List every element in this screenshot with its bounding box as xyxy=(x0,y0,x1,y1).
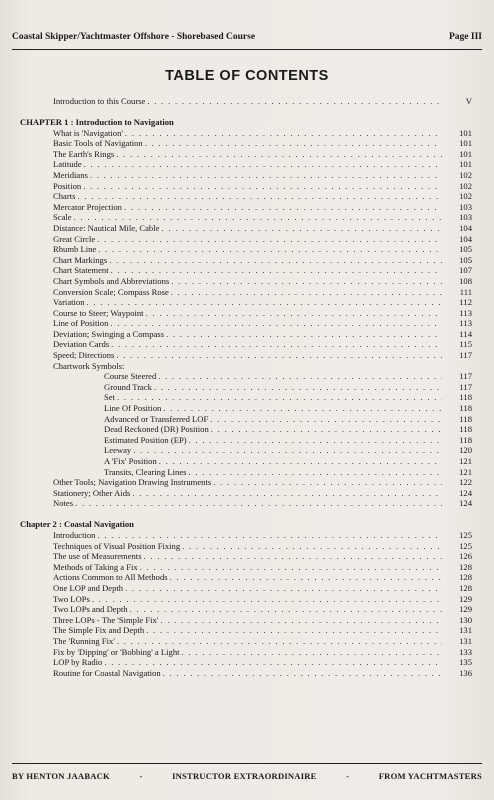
dot-leader xyxy=(166,329,442,340)
toc-entry-label: Two LOPs xyxy=(53,593,90,604)
toc-entry xyxy=(20,297,472,308)
toc-entry-page: 103 xyxy=(459,201,472,212)
toc-entry xyxy=(20,339,472,350)
toc-entry xyxy=(20,403,472,414)
toc-entry-label: Leeway xyxy=(104,445,132,456)
dot-leader xyxy=(116,149,442,160)
dot-leader xyxy=(125,583,442,594)
toc-entry-label: Meridians xyxy=(53,169,88,180)
dot-leader xyxy=(125,128,442,139)
dot-leader xyxy=(130,604,442,615)
page-footer xyxy=(12,771,482,781)
toc-entry xyxy=(20,467,472,478)
toc-entry-page: 111 xyxy=(459,286,472,297)
chapter-1-heading xyxy=(20,117,472,128)
toc-entry-page: 117 xyxy=(459,350,472,361)
dot-leader xyxy=(147,96,442,107)
header-rule xyxy=(12,49,482,50)
spacer xyxy=(20,107,472,117)
toc-entry-page: 131 xyxy=(459,625,472,636)
toc-entry-label: Introduction xyxy=(53,529,96,540)
toc-entry-label: Mercator Projection xyxy=(53,201,122,212)
toc-entry-page: 117 xyxy=(459,381,472,392)
toc-entry-page: 118 xyxy=(459,392,472,403)
page-title: TABLE OF CONTENTS xyxy=(165,68,329,84)
toc-entry-label: Estimated Position (EP) xyxy=(104,434,187,445)
toc-entry-page: 135 xyxy=(459,657,472,668)
dot-leader xyxy=(83,181,442,192)
toc-entry-label: Great Circle xyxy=(53,233,96,244)
toc-entry-label: Introduction to this Course xyxy=(53,96,146,106)
dot-leader xyxy=(110,318,442,329)
toc-entry-label: LOP by Radio xyxy=(53,657,103,668)
toc-entry xyxy=(20,594,472,605)
dot-leader xyxy=(97,530,442,541)
toc-entry xyxy=(20,191,472,202)
toc-entry-label: Two LOPs and Depth xyxy=(53,604,128,615)
dot-leader xyxy=(75,498,442,509)
toc-entry-label: Deviation Cards xyxy=(53,339,110,350)
toc-entry-page: 104 xyxy=(459,233,472,244)
toc-entry-label: Scale xyxy=(53,212,72,223)
toc-entry-label: Chart Symbols and Abbreviations xyxy=(53,275,170,286)
toc-entry-page: 122 xyxy=(459,477,472,488)
toc-entry xyxy=(20,382,472,393)
toc-entry xyxy=(20,636,472,647)
toc-entry-page: 105 xyxy=(459,254,472,265)
toc-entry-page: 128 xyxy=(459,582,472,593)
dot-leader xyxy=(146,625,442,636)
toc-entry xyxy=(20,371,472,382)
toc-entry-label: Line Of Position xyxy=(104,403,162,414)
dot-leader xyxy=(104,657,442,668)
footer-tagline: INSTRUCTOR EXTRAORDINAIRE xyxy=(172,771,317,781)
toc-entry-page: 117 xyxy=(459,371,472,382)
dot-leader xyxy=(182,541,442,552)
dot-leader xyxy=(132,488,442,499)
toc-entry xyxy=(20,181,472,192)
toc-entry xyxy=(20,318,472,329)
dot-leader xyxy=(87,297,443,308)
toc-entry-page: 126 xyxy=(459,551,472,562)
toc-entry-page: 101 xyxy=(459,148,472,159)
toc-entry-page: 121 xyxy=(459,456,472,466)
dot-leader xyxy=(92,594,442,605)
toc-entry-page: 113 xyxy=(459,318,472,329)
toc-entry xyxy=(20,477,472,488)
dot-leader xyxy=(154,382,442,393)
toc-entry-label: Variation xyxy=(53,297,85,308)
toc-entry-page: 104 xyxy=(459,222,472,233)
toc-entry xyxy=(20,223,472,234)
dot-leader xyxy=(160,615,442,626)
toc-entry-label: Actions Common to All Methods xyxy=(53,572,168,583)
dot-leader xyxy=(117,636,442,647)
toc-entry-label: The Simple Fix and Depth xyxy=(53,625,145,636)
toc-entry-page: 118 xyxy=(459,413,472,424)
dot-leader xyxy=(145,138,442,149)
footer-source: FROM YACHTMASTERS xyxy=(378,771,482,781)
toc-entry xyxy=(20,244,472,255)
toc-entry-label: Position xyxy=(53,180,82,191)
toc-entry-page: 102 xyxy=(459,180,472,191)
dot-leader xyxy=(158,371,442,382)
toc-entry xyxy=(20,350,472,361)
toc-entry-page: 108 xyxy=(459,275,472,286)
toc-entry xyxy=(20,414,472,425)
toc-entry-label: Notes xyxy=(53,498,74,509)
toc-entry xyxy=(20,308,472,319)
chapter-heading-text: Chapter 2 : Coastal Navigation xyxy=(20,518,134,529)
dot-leader xyxy=(170,572,442,583)
toc-entry-label: Speed; Directions xyxy=(53,350,115,361)
toc-entry-page: 112 xyxy=(459,297,472,308)
toc-entry-label: Charts xyxy=(53,191,76,202)
toc-entry-page: 125 xyxy=(459,529,472,540)
toc-entry-label: Chart Markings xyxy=(53,254,108,265)
toc-entry xyxy=(20,551,472,562)
dot-leader xyxy=(117,392,442,403)
dot-leader xyxy=(163,403,442,414)
toc-entry-page: 124 xyxy=(459,487,472,498)
footer-rule xyxy=(12,763,482,764)
toc-entry-page: V xyxy=(465,96,472,106)
toc-entry xyxy=(20,604,472,615)
toc-entry-page: 120 xyxy=(459,445,472,456)
toc-entry-label: What is 'Navigation' xyxy=(53,127,123,138)
toc-entry-page: 128 xyxy=(459,561,472,572)
dot-leader xyxy=(98,244,442,255)
toc-entry-page: 113 xyxy=(459,307,472,318)
toc-entry xyxy=(20,541,472,552)
toc-entry xyxy=(20,647,472,658)
dot-leader xyxy=(111,339,442,350)
toc-entry xyxy=(20,615,472,626)
dot-leader xyxy=(171,287,442,298)
toc-entry xyxy=(20,530,472,541)
chartwork-heading xyxy=(20,361,472,372)
toc-entry-label: Set xyxy=(104,392,115,403)
dot-leader xyxy=(133,445,442,456)
toc-entry-page: 130 xyxy=(459,614,472,625)
dot-leader xyxy=(77,191,442,202)
toc-entry-page: 102 xyxy=(459,191,472,202)
toc-entry-label: The use of Measurements xyxy=(53,551,142,562)
toc-entry-page: 131 xyxy=(459,635,472,646)
toc-entry xyxy=(20,170,472,181)
toc-entry xyxy=(20,583,472,594)
toc-entry-label: Advanced or Transferred LOF xyxy=(104,413,209,424)
toc-entry-label: Ground Track xyxy=(104,381,152,392)
dot-leader xyxy=(97,234,442,245)
toc-entry-page: 136 xyxy=(459,667,472,678)
chapter-1-entries xyxy=(20,128,472,361)
toc-entry xyxy=(20,329,472,340)
dot-leader xyxy=(74,212,442,223)
toc-entry-page: 125 xyxy=(459,540,472,551)
toc-entry-label: The Earth's Rings xyxy=(53,148,115,159)
chartwork-entries xyxy=(20,371,472,477)
footer-separator: - xyxy=(139,771,143,781)
toc-entry-page: 121 xyxy=(459,466,472,477)
toc-entry xyxy=(20,138,472,149)
toc-entry-label: Line of Position xyxy=(53,318,109,329)
dot-leader xyxy=(84,159,442,170)
dot-leader xyxy=(182,647,442,658)
toc-entry xyxy=(20,498,472,509)
toc-entry xyxy=(20,265,472,276)
dot-leader xyxy=(189,467,442,478)
dot-leader xyxy=(111,265,442,276)
toc-entry xyxy=(20,488,472,499)
dot-leader xyxy=(116,350,442,361)
toc-entry-label: One LOP and Depth xyxy=(53,582,124,593)
toc-content xyxy=(20,96,472,678)
toc-entry xyxy=(20,445,472,456)
toc-entry-page: 129 xyxy=(459,593,472,604)
toc-entry xyxy=(20,149,472,160)
toc-entry-page: 101 xyxy=(459,138,472,149)
toc-entry-label: Fix by 'Dipping' or 'Bobbing' a Light xyxy=(53,646,180,657)
toc-entry-page: 118 xyxy=(459,424,472,435)
toc-entry-label: Latitude xyxy=(53,159,82,170)
toc-entry xyxy=(20,456,472,467)
toc-entry-label: Three LOPs - The 'Simple Fix' xyxy=(53,614,159,625)
toc-entry-label: Techniques of Visual Position Fixing xyxy=(53,540,181,551)
footer-separator: - xyxy=(346,771,350,781)
toc-entry xyxy=(20,202,472,213)
chapter-heading-text: CHAPTER 1 : Introduction to Navigation xyxy=(20,116,174,127)
dot-leader xyxy=(90,170,442,181)
toc-entry-label: Deviation; Swinging a Compass xyxy=(53,328,164,339)
toc-entry xyxy=(20,572,472,583)
toc-entry xyxy=(20,392,472,403)
dot-leader xyxy=(146,308,442,319)
toc-entry xyxy=(20,424,472,435)
dot-leader xyxy=(213,477,442,488)
dot-leader xyxy=(144,551,442,562)
toc-entry-label: Transits, Clearing Lines xyxy=(104,466,187,477)
toc-entry-label: Rhumb Line xyxy=(53,244,97,255)
toc-entry-intro xyxy=(20,96,472,107)
chapter-1-tail-entries xyxy=(20,477,472,509)
toc-entry-page: 107 xyxy=(459,265,472,276)
toc-entry xyxy=(20,234,472,245)
toc-entry xyxy=(20,128,472,139)
toc-entry-page: 118 xyxy=(459,403,472,414)
dot-leader xyxy=(210,414,442,425)
toc-entry-page: 101 xyxy=(459,127,472,138)
dot-leader xyxy=(171,276,442,287)
page-number-label: Page III xyxy=(449,32,482,42)
toc-entry-page: 133 xyxy=(459,646,472,657)
toc-entry-label: A 'Fix' Position xyxy=(104,456,157,466)
toc-entry xyxy=(20,668,472,679)
toc-entry-label: Distance: Nautical Mile, Cable xyxy=(53,222,160,233)
toc-entry-label: Dead Reckoned (DR) Position xyxy=(104,424,209,435)
toc-entry xyxy=(20,287,472,298)
toc-entry-page: 128 xyxy=(459,572,472,583)
footer-author: BY HENTON JAABACK xyxy=(12,771,110,781)
toc-entry-label: Basic Tools of Navigation xyxy=(53,138,143,149)
toc-entry-page: 103 xyxy=(459,212,472,223)
dot-leader xyxy=(163,668,442,679)
dot-leader xyxy=(211,424,442,435)
toc-entry-label: Course to Steer; Waypoint xyxy=(53,307,144,318)
toc-entry-page: 105 xyxy=(459,244,472,255)
toc-entry xyxy=(20,625,472,636)
toc-entry-label: Course Steered xyxy=(104,371,157,382)
toc-entry-label: Conversion Scale; Compass Rose xyxy=(53,286,169,297)
toc-entry xyxy=(20,657,472,668)
toc-entry-label: Chart Statement xyxy=(53,265,109,276)
toc-entry xyxy=(20,276,472,287)
chapter-2-heading xyxy=(20,519,472,530)
dot-leader xyxy=(124,202,442,213)
toc-entry-page: 114 xyxy=(459,328,472,339)
toc-entry-label: Methods of Taking a Fix xyxy=(53,561,138,572)
toc-entry xyxy=(20,562,472,573)
toc-entry-label: Routine for Coastal Navigation xyxy=(53,667,161,678)
toc-entry xyxy=(20,212,472,223)
course-title: Coastal Skipper/Yachtmaster Offshore - Shorebased Course xyxy=(12,32,256,42)
dot-leader xyxy=(140,562,442,573)
dot-leader xyxy=(161,223,442,234)
toc-entry xyxy=(20,435,472,446)
toc-entry xyxy=(20,159,472,170)
toc-entry-label: Other Tools; Navigation Drawing Instruments xyxy=(53,477,212,488)
page-header xyxy=(12,32,482,42)
dot-leader xyxy=(189,435,442,446)
toc-entry-page: 102 xyxy=(459,169,472,180)
toc-entry-page: 101 xyxy=(459,159,472,170)
toc-entry-label: Stationery; Other Aids xyxy=(53,487,131,498)
toc-entry-page: 118 xyxy=(459,434,472,445)
spacer xyxy=(20,509,472,519)
dot-leader xyxy=(109,255,442,266)
chartwork-heading-text: Chartwork Symbols: xyxy=(53,360,125,371)
toc-entry-page: 129 xyxy=(459,604,472,615)
toc-entry-page: 115 xyxy=(459,339,472,350)
toc-entry-label: The 'Running Fix' xyxy=(53,635,115,646)
dot-leader xyxy=(159,456,442,467)
toc-entry-page: 124 xyxy=(459,498,472,509)
chapter-2-entries xyxy=(20,530,472,678)
toc-entry xyxy=(20,255,472,266)
